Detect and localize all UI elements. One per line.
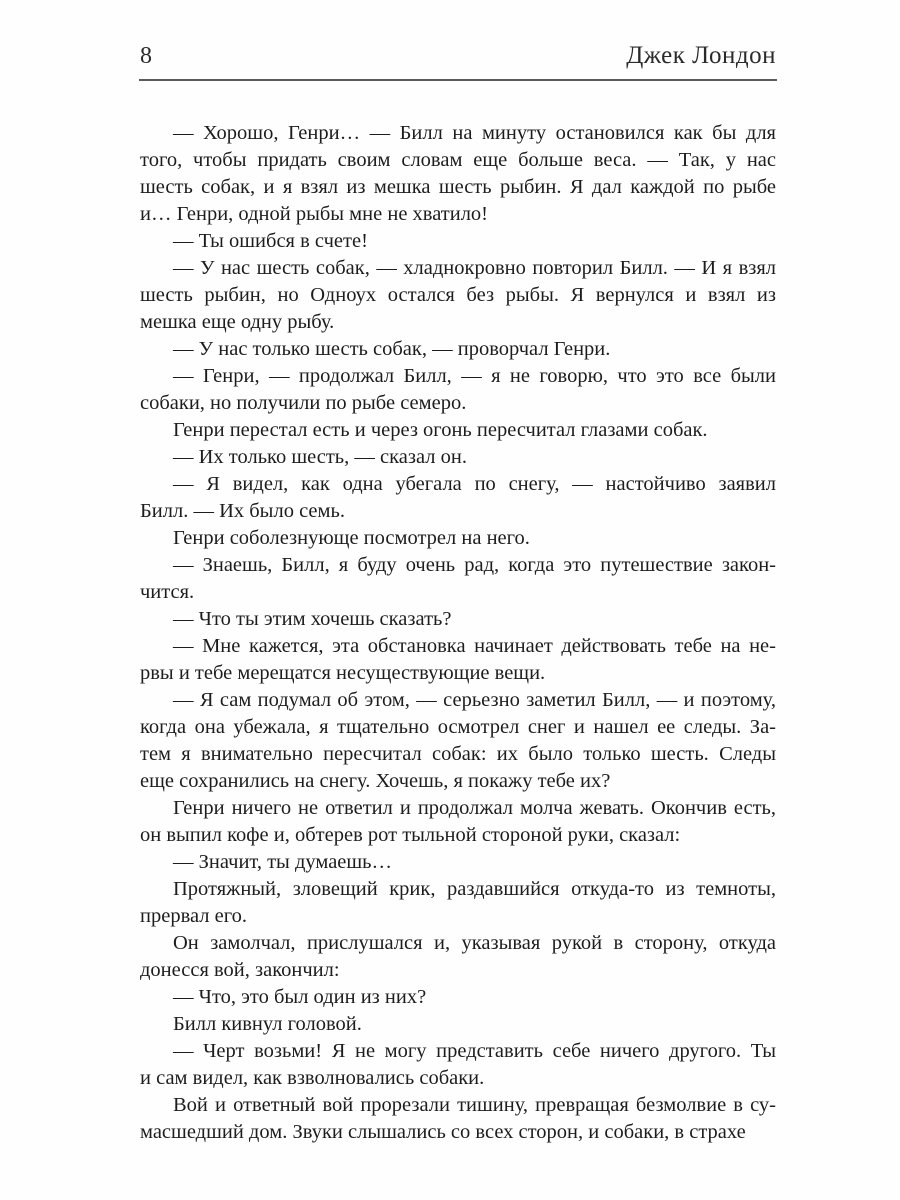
paragraph bbox=[140, 417, 776, 444]
text-line: того, чтобы придать своим словам еще больше веса. — Так, у нас bbox=[140, 149, 776, 171]
text-line: — Я сам подумал об этом, — серьезно заметил Билл, — и поэтому, bbox=[173, 689, 776, 711]
text-line: — Я видел, как одна убегала по снегу, — настойчиво заявил bbox=[173, 473, 776, 495]
text-line: — Хорошо, Генри… — Билл на минуту остановился как бы для bbox=[173, 122, 776, 144]
text-line: — Их только шесть, — сказал он. bbox=[173, 446, 467, 468]
text-line: — Что, это был один из них? bbox=[173, 986, 427, 1008]
text-line: еще сохранились на снегу. Хочешь, я покажу тебе их? bbox=[140, 770, 611, 792]
page-header bbox=[140, 42, 776, 70]
running-title: Джек Лондон bbox=[626, 42, 776, 69]
paragraph bbox=[140, 1092, 776, 1146]
text-line: — Ты ошибся в счете! bbox=[173, 230, 368, 252]
text-line: Генри соболезнующе посмотрел на него. bbox=[173, 527, 530, 549]
paragraph bbox=[140, 687, 776, 795]
paragraph bbox=[140, 606, 776, 633]
text-line: — Что ты этим хочешь сказать? bbox=[173, 608, 452, 630]
text-line: шесть рыбин, но Одноух остался без рыбы. Я вернулся и взял из bbox=[140, 284, 776, 306]
text-line: и… Генри, одной рыбы мне не хватило! bbox=[140, 203, 489, 225]
text-line: и сам видел, как взволновались собаки. bbox=[140, 1067, 485, 1089]
paragraph bbox=[140, 876, 776, 930]
paragraph bbox=[140, 552, 776, 606]
text-line: Билл кивнул головой. bbox=[173, 1013, 362, 1035]
page-body bbox=[140, 120, 776, 1146]
paragraph bbox=[140, 120, 776, 228]
text-line: донесся вой, закончил: bbox=[140, 959, 340, 981]
text-line: Генри перестал есть и через огонь пересчитал глазами собак. bbox=[173, 419, 708, 441]
text-line: — Мне кажется, эта обстановка начинает действовать тебе на не- bbox=[173, 635, 776, 657]
paragraph bbox=[140, 795, 776, 849]
text-line: Вой и ответный вой прорезали тишину, превращая безмолвие в су- bbox=[173, 1094, 776, 1116]
paragraph bbox=[140, 633, 776, 687]
paragraph bbox=[140, 930, 776, 984]
text-line: собаки, но получили по рыбе семеро. bbox=[140, 392, 467, 414]
text-line: — У нас шесть собак, — хладнокровно повторил Билл. — И я взял bbox=[173, 257, 776, 279]
text-line: — Знаешь, Билл, я буду очень рад, когда это путешествие закон- bbox=[173, 554, 776, 576]
text-line: прервал его. bbox=[140, 905, 247, 927]
text-line: — Значит, ты думаешь… bbox=[173, 851, 393, 873]
paragraph bbox=[140, 984, 776, 1011]
text-line: — Черт возьми! Я не могу представить себе ничего другого. Ты bbox=[173, 1040, 776, 1062]
page-number: 8 bbox=[140, 43, 152, 69]
text-line: Протяжный, зловещий крик, раздавшийся откуда-то из темноты, bbox=[173, 878, 776, 900]
text-line: тем я внимательно пересчитал собак: их было только шесть. Следы bbox=[140, 743, 776, 765]
header-rule bbox=[139, 79, 777, 81]
paragraph bbox=[140, 849, 776, 876]
text-line: когда она убежала, я тщательно осмотрел снег и нашел ее следы. За- bbox=[140, 716, 776, 738]
text-line: Он замолчал, прислушался и, указывая рукой в сторону, откуда bbox=[173, 932, 776, 954]
text-line: шесть собак, и я взял из мешка шесть рыбин. Я дал каждой по рыбе bbox=[140, 176, 776, 198]
paragraph bbox=[140, 471, 776, 525]
paragraph bbox=[140, 228, 776, 255]
text-line: он выпил кофе и, обтерев рот тыльной стороной руки, сказал: bbox=[140, 824, 681, 846]
paragraph bbox=[140, 336, 776, 363]
text-line: Генри ничего не ответил и продолжал молча жевать. Окончив есть, bbox=[173, 797, 776, 819]
text-line: — Генри, — продолжал Билл, — я не говорю, что это все были bbox=[173, 365, 776, 387]
text-line: Билл. — Их было семь. bbox=[140, 500, 345, 522]
paragraph bbox=[140, 444, 776, 471]
text-line: — У нас только шесть собак, — проворчал Генри. bbox=[173, 338, 611, 360]
paragraph bbox=[140, 525, 776, 552]
text-line: мешка еще одну рыбу. bbox=[140, 311, 335, 333]
paragraph bbox=[140, 363, 776, 417]
paragraph bbox=[140, 1038, 776, 1092]
text-line: рвы и тебе мерещатся несуществующие вещи. bbox=[140, 662, 546, 684]
text-line: чится. bbox=[140, 581, 195, 603]
paragraph bbox=[140, 1011, 776, 1038]
paragraph bbox=[140, 255, 776, 336]
text-line: масшедший дом. Звуки слышались со всех сторон, и собаки, в страхе bbox=[140, 1121, 746, 1143]
